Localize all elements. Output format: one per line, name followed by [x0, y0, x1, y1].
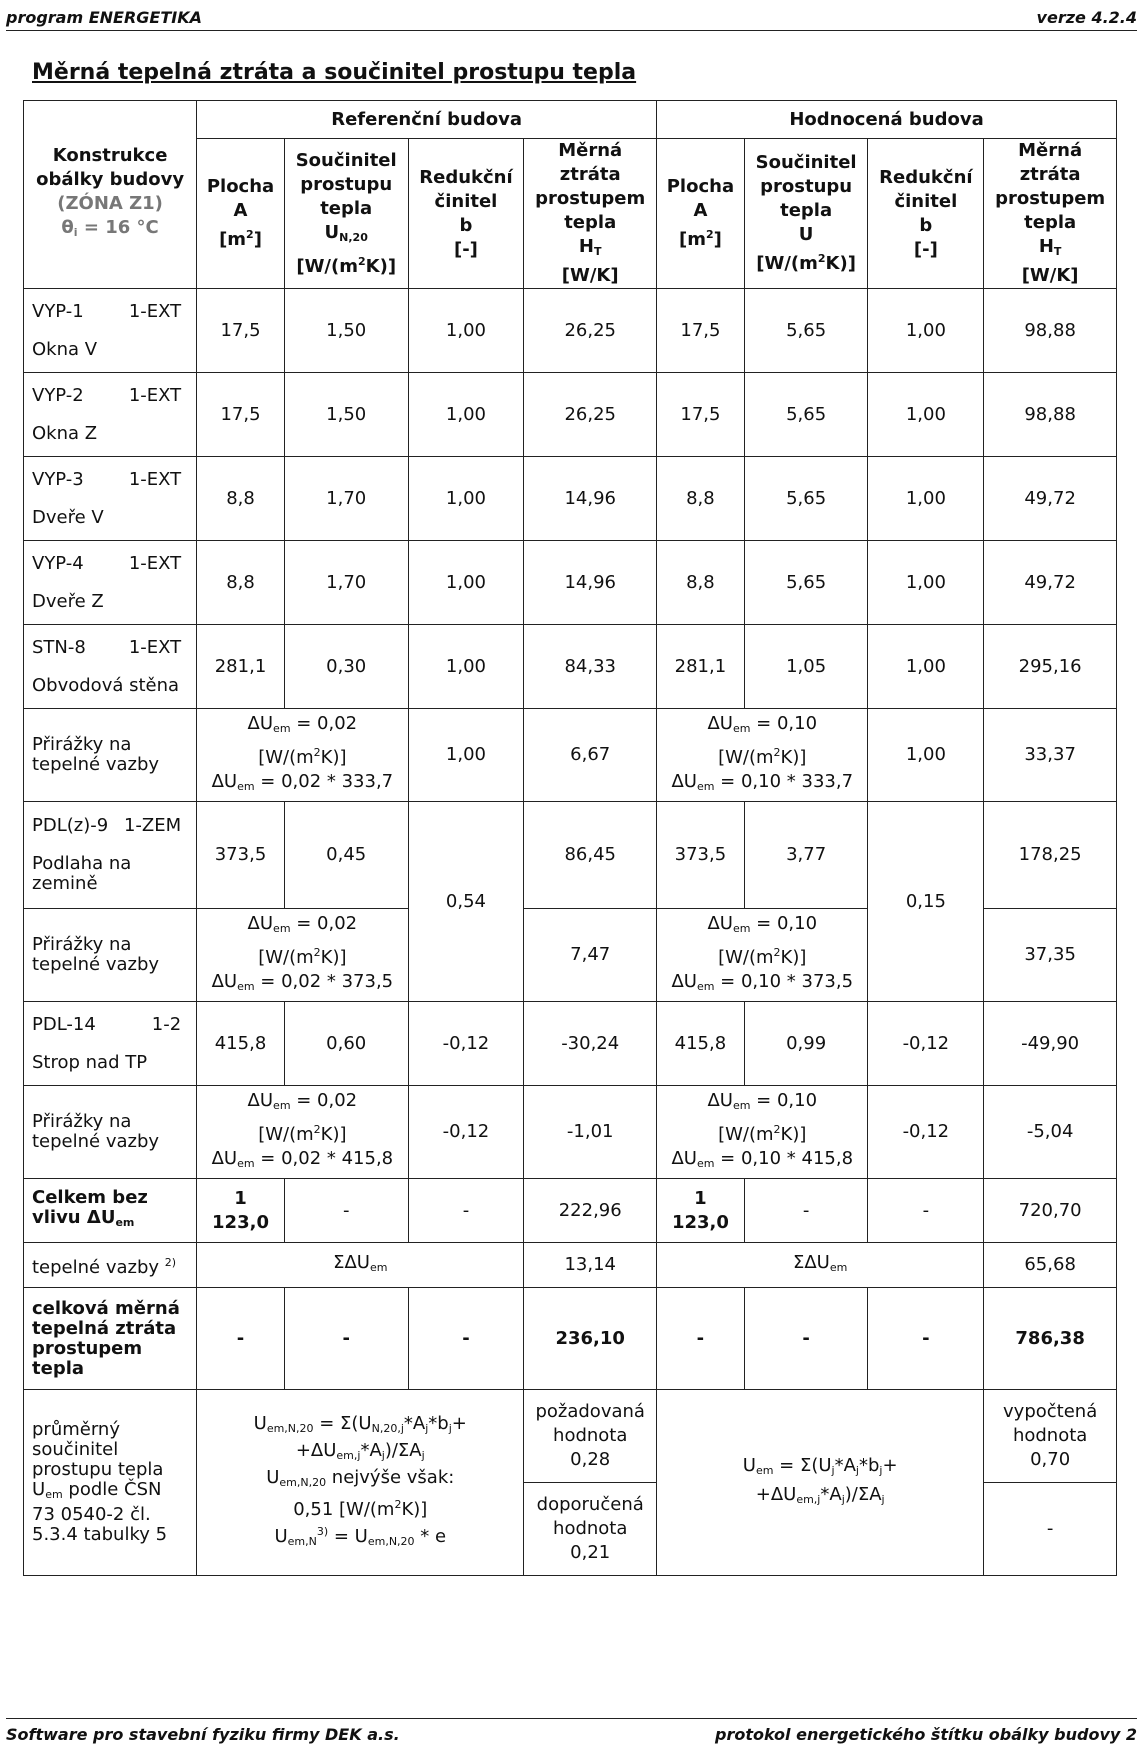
celkem-row: Celkem bez vlivu ΔUem 1 123,0 - - 222,96 1 123,0 - - 720,70 [24, 1179, 1117, 1243]
col-merna-hod: Měrná ztráta prostupem tepla HT [W/K] [984, 139, 1117, 289]
table-row: VYP-1 1-EXT Okna V 17,5 1,50 1,00 26,25 17,5 5,65 1,00 98,88 [24, 289, 1117, 373]
row-label: Přirážky na tepelné vazby [24, 709, 197, 802]
col-reducni-hod: Redukční činitel b [-] [868, 139, 984, 289]
ref-building-header: Referenční budova [197, 101, 657, 139]
table-row: PDL(z)-9 1-ZEM Podlaha na zemině 373,5 0,45 0,54 86,45 373,5 3,77 0,15 178,25 [24, 802, 1117, 909]
row-label: průměrný součinitel prostupu tepla Uem podle ČSN 73 0540-2 čl. 5.3.4 tabulky 5 [24, 1390, 197, 1576]
formula-hod: Uem = Σ(Uj*Aj*bj+ +ΔUem,j*Aj)/ΣAj [657, 1390, 984, 1576]
table-row: PDL-14 1-2 Strop nad TP 415,8 0,60 -0,12 -30,24 415,8 0,99 -0,12 -49,90 [24, 1002, 1117, 1086]
delta-u-hod: ΔUem = 0,10 $[W/(m^2K)]$ ΔUem = 0,10 * 415,8 [657, 1086, 868, 1179]
col-reducni-ref: Redukční činitel b [-] [408, 139, 524, 289]
eval-building-header: Hodnocená budova [657, 101, 1117, 139]
celkova-ztrata-row: celková měrná tepelná ztráta prostupem tepla - - - 236,10 - - - 786,38 [24, 1288, 1117, 1390]
table-row: VYP-4 1-EXT Dveře Z 8,8 1,70 1,00 14,96 8,8 5,65 1,00 49,72 [24, 541, 1117, 625]
table-row: VYP-2 1-EXT Okna Z 17,5 1,50 1,00 26,25 17,5 5,65 1,00 98,88 [24, 373, 1117, 457]
prirazky-row: Přirážky na tepelné vazby ΔUem = 0,02 $[W/(m^2K)]$ ΔUem = 0,02 * 373,5 7,47 ΔUem = 0,10 $[W/(m^2K)]$ ΔUem = 0,10 * 373,5 37,35 [24, 909, 1117, 1002]
delta-u-ref: ΔUem = 0,02 $[W/(m^2K)]$ ΔUem = 0,02 * 415,8 [197, 1086, 408, 1179]
col-soucinitel-hod: Součinitel prostupu tepla U $[W/(m^2K)]$ [744, 139, 868, 289]
page-footer [6, 1718, 1137, 1743]
zone-label: (ZÓNA Z1) [57, 193, 163, 214]
col-plocha-ref: Plocha A $[m^2]$ [197, 139, 285, 289]
doporucena-hodnota: doporučená hodnota 0,21 [524, 1483, 657, 1576]
theta-label: θi = 16 °C [61, 217, 159, 239]
table-row: VYP-3 1-EXT Dveře V 8,8 1,70 1,00 14,96 8,8 5,65 1,00 49,72 [24, 457, 1117, 541]
delta-u-hod: ΔUem = 0,10 $[W/(m^2K)]$ ΔUem = 0,10 * 373,5 [657, 909, 868, 1002]
tepelne-vazby-row: tepelné vazby $^{2)}$ ΣΔUem 13,14 ΣΔUem 65,68 [24, 1243, 1117, 1288]
row-label: PDL-14 1-2 Strop nad TP [24, 1002, 197, 1086]
table-row: STN-8 1-EXT Obvodová stěna 281,1 0,30 1,00 84,33 281,1 1,05 1,00 295,16 [24, 625, 1117, 709]
row-label: Přirážky na tepelné vazby [24, 909, 197, 1002]
col-soucinitel-ref: Součinitel prostupu tepla UN,20 $[W/(m^2K)]$ [284, 139, 408, 289]
row-label: VYP-1 1-EXT Okna V [24, 289, 197, 373]
header-row-1 [24, 101, 1117, 139]
row-label: VYP-3 1-EXT Dveře V [24, 457, 197, 541]
prirazky-row: Přirážky na tepelné vazby ΔUem = 0,02 $[W/(m^2K)]$ ΔUem = 0,02 * 333,7 1,00 6,67 ΔUem = 0,10 $[W/(m^2K)]$ ΔUem = 0,10 * 333,7 1,00 33,37 [24, 709, 1117, 802]
pozadovana-hodnota: požadovaná hodnota 0,28 [524, 1390, 657, 1483]
vypoctena-hodnota: vypočtená hodnota 0,70 [984, 1390, 1117, 1483]
delta-u-ref: ΔUem = 0,02 $[W/(m^2K)]$ ΔUem = 0,02 * 373,5 [197, 909, 408, 1002]
footer-protocol: protokol energetického štítku obálky budovy 2 [715, 1725, 1137, 1744]
page-header [6, 6, 1137, 31]
row-label: tepelné vazby $^{2)}$ [24, 1243, 197, 1288]
formula-ref: Uem,N,20 = Σ(UN,20,j*Aj*bj+ +ΔUem,j*Aj)/ΣAj Uem,N,20 nejvýše však: 0,51 $[W/(m^2K)]$ $Uem,N^{3)} = Uem,N,20 * e$ [197, 1390, 524, 1576]
footer-software: Software pro stavební fyziku firmy DEK a.s. [6, 1725, 400, 1744]
konstrukce-header: Konstrukce obálky budovy (ZÓNA Z1) θi = 16 °C [24, 101, 197, 289]
prumerny-row-2: doporučená hodnota 0,21 - [24, 1483, 1117, 1576]
col-plocha-hod: Plocha A $[m^2]$ [657, 139, 745, 289]
delta-u-ref: ΔUem = 0,02 $[W/(m^2K)]$ ΔUem = 0,02 * 333,7 [197, 709, 408, 802]
row-label: Přirážky na tepelné vazby [24, 1086, 197, 1179]
version: verze 4.2.4 [1036, 8, 1137, 27]
row-label: STN-8 1-EXT Obvodová stěna [24, 625, 197, 709]
page-title: Měrná tepelná ztráta a součinitel prostupu tepla [32, 60, 637, 85]
row-label: Celkem bez vlivu ΔUem [24, 1179, 197, 1243]
row-label: PDL(z)-9 1-ZEM Podlaha na zemině [24, 802, 197, 909]
delta-u-hod: ΔUem = 0,10 $[W/(m^2K)]$ ΔUem = 0,10 * 333,7 [657, 709, 868, 802]
row-label: VYP-4 1-EXT Dveře Z [24, 541, 197, 625]
heat-loss-table [23, 100, 1117, 1576]
col-merna-ref: Měrná ztráta prostupem tepla HT [W/K] [524, 139, 657, 289]
prirazky-row: Přirážky na tepelné vazby ΔUem = 0,02 $[W/(m^2K)]$ ΔUem = 0,02 * 415,8 -0,12 -1,01 ΔUem = 0,10 $[W/(m^2K)]$ ΔUem = 0,10 * 415,8 -0,12 -5,04 [24, 1086, 1117, 1179]
row-label: celková měrná tepelná ztráta prostupem tepla [24, 1288, 197, 1390]
row-label: VYP-2 1-EXT Okna Z [24, 373, 197, 457]
program-name: program ENERGETIKA [6, 8, 202, 27]
prumerny-row-1 [24, 1390, 1117, 1483]
